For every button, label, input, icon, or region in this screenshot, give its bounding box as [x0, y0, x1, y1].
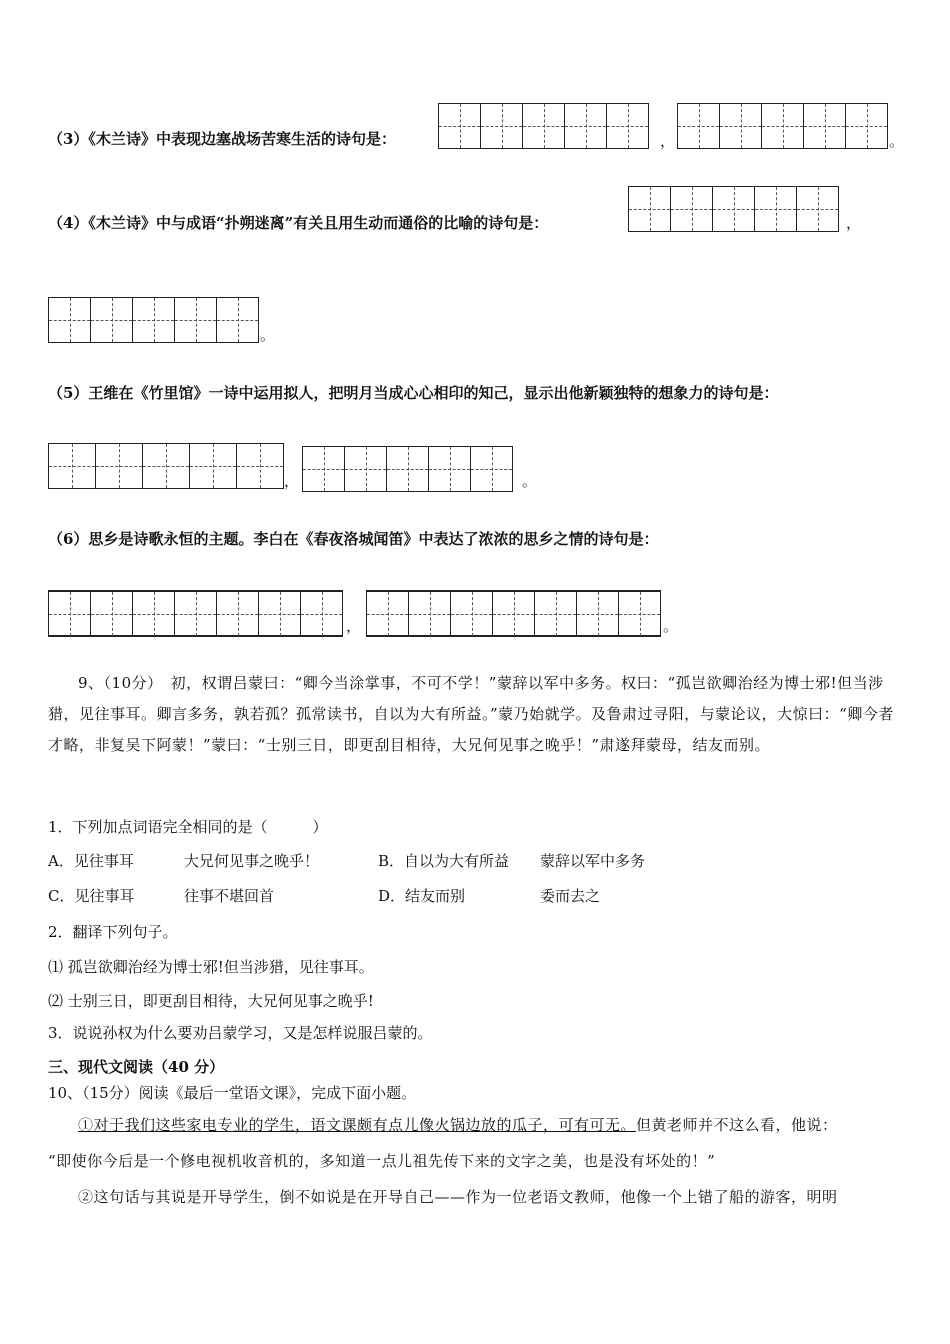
q6-answer-grid-2[interactable] — [366, 590, 661, 636]
q4-end: 。 — [260, 326, 276, 344]
q10-p1-rest: 但黄老师并不这么看，他说： — [636, 1116, 838, 1134]
q5-prompt: （5）王维在《竹里馆》一诗中运用拟人，把明月当成心心相印的知己，显示出他新颖独特的想象力的诗句是： — [48, 384, 779, 402]
q4-separator: ， — [846, 214, 862, 232]
q4-answer-grid-2[interactable] — [48, 297, 259, 343]
q9-option-d-2: 委而去之 — [540, 887, 601, 905]
q9-option-d[interactable]: D．结友而别 — [378, 887, 466, 905]
q6-answer-grid-1[interactable] — [48, 590, 343, 636]
q9-option-c-2: 往事不堪回首 — [184, 887, 275, 905]
q9-sub1: 1．下列加点词语完全相同的是（ ） — [48, 818, 328, 836]
q9-option-c[interactable]: C．见往事耳 — [48, 887, 135, 905]
q9-sub2: 2．翻译下列句子。 — [48, 923, 178, 941]
q5-answer-grid-1[interactable] — [48, 443, 284, 489]
q9-option-b[interactable]: B．自以为大有所益 — [378, 852, 510, 870]
q4-answer-grid-1[interactable] — [628, 186, 839, 232]
q9-sub2-1: ⑴ 孤岂欲卿治经为博士邪!但当涉猎，见往事耳。 — [48, 958, 374, 976]
q3-end: 。 — [889, 132, 905, 150]
q10-paragraph-1 — [78, 1114, 838, 1135]
q9-sub3: 3．说说孙权为什么要劝吕蒙学习，又是怎样说服吕蒙的。 — [48, 1024, 433, 1042]
q9-option-a-2: 大兄何见事之晚乎！ — [184, 852, 320, 870]
q9-passage: 9、（10分） 初，权谓吕蒙曰：“卿今当涂掌事，不可不学！”蒙辞以军中多务。权曰：“孤岂欲卿治经为博士邪!但当涉猎，见往事耳。卿言多务，孰若孤？孤常读书，自以为大有所益。”蒙乃始就学。及鲁肃过寻阳，与蒙论议，大惊曰：“卿今者才略，非复吴下阿蒙！”蒙曰：“士别三日，即更刮目相待，大兄何见事之晚乎！”肃遂拜蒙母，结友而别。 — [48, 674, 894, 754]
q5-separator: ， — [284, 472, 300, 490]
q6-end: 。 — [663, 617, 679, 635]
q3-separator: ， — [660, 132, 676, 150]
q9-option-b-2: 蒙辞以军中多务 — [540, 852, 646, 870]
q6-prompt: （6）思乡是诗歌永恒的主题。李白在《春夜洛城闻笛》中表达了浓浓的思乡之情的诗句是： — [48, 530, 659, 548]
q10-paragraph-1-line2: “即使你今后是一个修电视机收音机的，多知道一点儿祖先传下来的文字之美，也是没有坏处的！” — [48, 1152, 716, 1170]
q4-prompt: （4）《木兰诗》中与成语“扑朔迷离”有关且用生动而通俗的比喻的诗句是： — [48, 214, 549, 232]
q3-prompt: （3）《木兰诗》中表现边塞战场苦寒生活的诗句是： — [48, 130, 396, 148]
q3-answer-grid-2[interactable] — [677, 103, 888, 149]
q10-paragraph-2: ②这句话与其说是开导学生，倒不如说是在开导自己——作为一位老语文教师，他像一个上错了船的游客，明明 — [78, 1188, 838, 1206]
q9-sub2-2: ⑵ 士别三日，即更刮目相待，大兄何见事之晚乎! — [48, 992, 374, 1010]
q5-end: 。 — [522, 472, 538, 490]
q9-option-a[interactable]: A．见往事耳 — [48, 852, 134, 870]
q6-separator: ， — [346, 617, 362, 635]
q10-underlined-sentence: ①对于我们这些家电专业的学生，语文课颇有点儿像火锅边放的瓜子，可有可无。 — [78, 1116, 637, 1134]
section-3-title: 三、现代文阅读（40 分） — [48, 1058, 225, 1076]
q10-intro: 10、（15分）阅读《最后一堂语文课》，完成下面小题。 — [48, 1084, 417, 1102]
q3-answer-grid-1[interactable] — [438, 103, 649, 149]
q5-answer-grid-2[interactable] — [302, 446, 513, 492]
